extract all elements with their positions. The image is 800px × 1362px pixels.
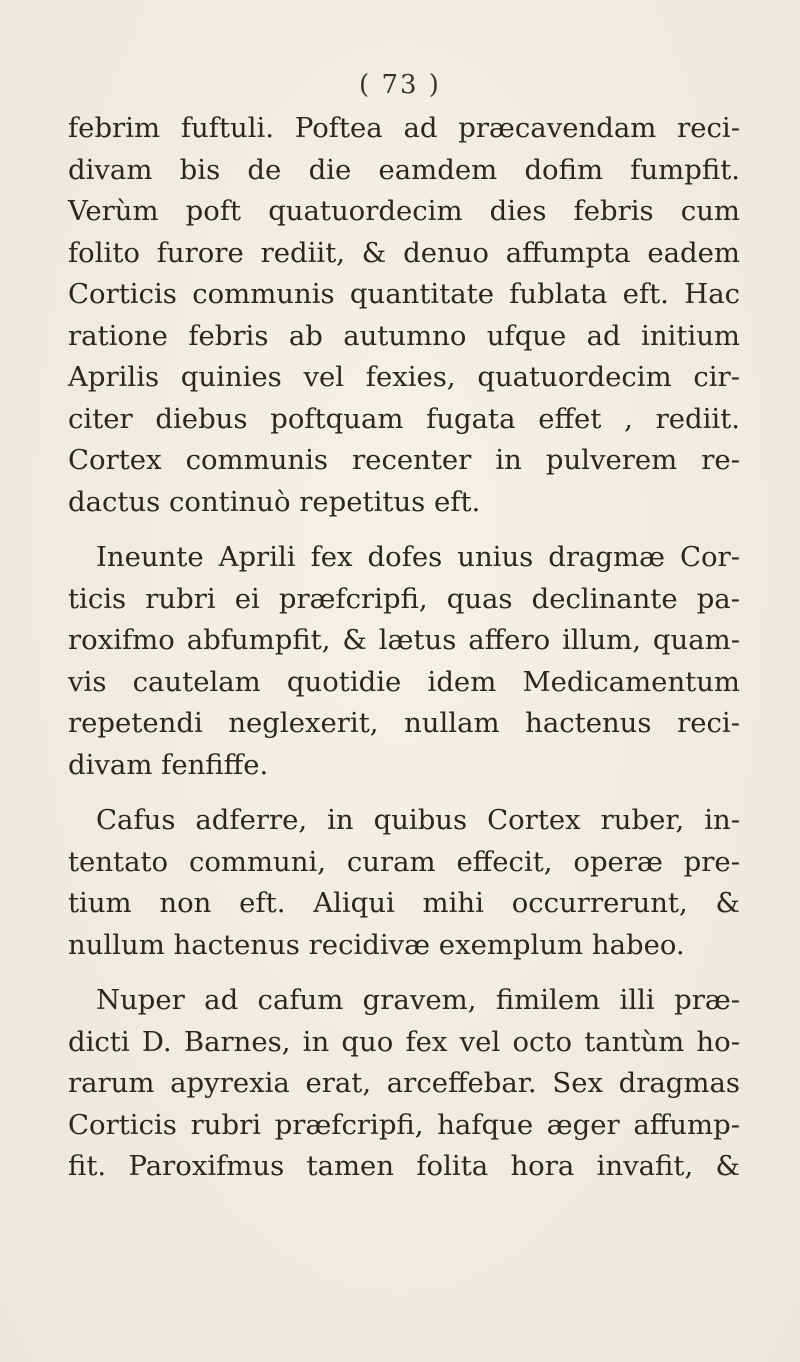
text-line: dactus continuò repetitus eft. — [68, 485, 481, 518]
paragraph — [68, 800, 740, 966]
text-line: Cortex communis recenter in pulverem re- — [68, 444, 740, 476]
text-line: fit. Paroxifmus tamen folita hora invafit, & — [68, 1150, 740, 1182]
text-line: ratione febris ab autumno ufque ad initium — [68, 319, 740, 352]
text-line: dicti D. Barnes, in quo fex vel octo tantùm ho- — [68, 1025, 740, 1058]
text-line: Cafus adferre, in quibus Cortex ruber, in- — [96, 804, 740, 836]
text-line: rarum apyrexia erat, arceffebar. Sex dragmas — [68, 1067, 740, 1099]
paragraph — [68, 108, 740, 523]
text-line: Verùm poft quatuordecim dies febris cum — [68, 195, 740, 227]
text-line: divam bis de die eamdem dofim fumpfit. — [68, 153, 740, 186]
page-number: ( 73 ) — [359, 70, 441, 100]
paragraph — [68, 537, 740, 786]
text-line: febrim fuftuli. Poftea ad præcavendam reci- — [68, 112, 740, 144]
text-line: divam fenfiffe. — [68, 748, 269, 781]
text-line: repetendi neglexerit, nullam hactenus reci- — [68, 707, 740, 739]
text-line: folito furore rediit, & denuo affumpta eadem — [68, 236, 740, 269]
text-line: roxifmo abfumpfit, & lætus affero illum, quam- — [68, 624, 740, 656]
text-line: Corticis communis quantitate fublata eft. Hac — [68, 278, 740, 310]
text-line: Corticis rubri præfcripfi, hafque æger affump- — [68, 1108, 740, 1141]
text-line: nullum hactenus recidivæ exemplum habeo. — [68, 928, 685, 961]
text-line: ticis rubri ei præfcripfi, quas declinante pa- — [68, 582, 740, 615]
text-line: citer diebus poftquam fugata effet , rediit. — [68, 402, 740, 435]
paragraph — [68, 980, 740, 1188]
text-line: tium non eft. Aliqui mihi occurrerunt, & — [68, 887, 740, 919]
text-line: Ineunte Aprili fex dofes unius dragmæ Cor- — [96, 541, 740, 573]
text-line: Aprilis quinies vel fexies, quatuordecim cir- — [68, 361, 740, 393]
text-line: tentato communi, curam effecit, operæ pre- — [68, 845, 740, 878]
text-line: vis cautelam quotidie idem Medicamentum — [68, 665, 740, 698]
text-line: Nuper ad cafum gravem, fimilem illi præ- — [96, 984, 740, 1016]
body-text — [68, 108, 740, 1188]
